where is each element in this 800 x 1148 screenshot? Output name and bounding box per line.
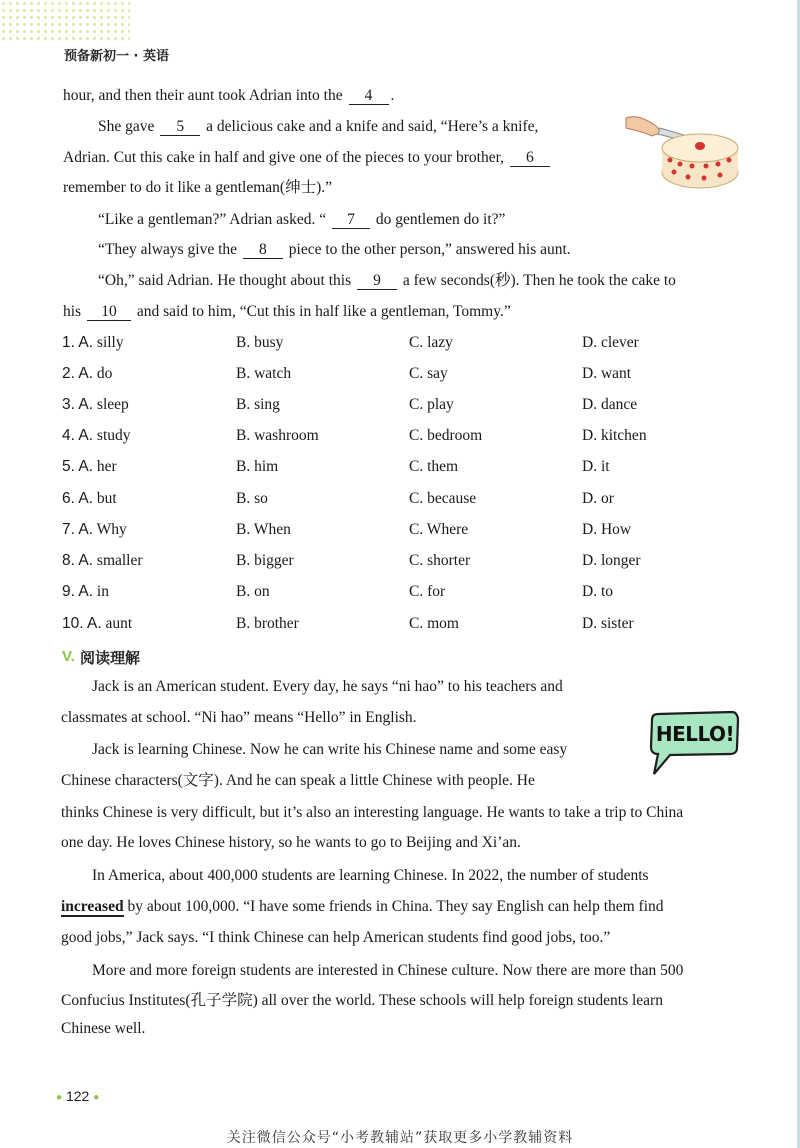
option-b: B. him <box>236 458 279 475</box>
option-a: 10. A. aunt <box>62 615 133 632</box>
option-b: B. busy <box>236 334 284 351</box>
option-c: C. lazy <box>409 334 453 351</box>
option-b: B. brother <box>236 615 299 632</box>
option-d: D. dance <box>582 396 638 413</box>
option-c: C. say <box>409 365 448 382</box>
reading-line: More and more foreign students are interested in Chinese culture. Now there are more than 500 <box>92 962 684 979</box>
option-b: B. watch <box>236 365 292 382</box>
corner-dot-pattern <box>0 0 130 40</box>
option-b: B. sing <box>236 396 280 413</box>
option-c: C. shorter <box>409 552 471 569</box>
option-c: C. because <box>409 490 477 507</box>
cloze-line: She gave 5 a delicious cake and a knife and said, “Here’s a knife, <box>98 118 539 135</box>
cloze-blank: 8 <box>243 241 283 259</box>
option-d: D. longer <box>582 552 641 569</box>
cloze-blank: 10 <box>87 303 131 321</box>
option-c: C. them <box>409 458 459 475</box>
section-number: V. <box>62 648 75 665</box>
option-c: C. for <box>409 583 446 600</box>
cloze-blank: 9 <box>357 272 397 290</box>
option-b: B. on <box>236 583 270 600</box>
cloze-blank: 5 <box>160 118 200 136</box>
cloze-line: Adrian. Cut this cake in half and give one of the pieces to your brother, 6 <box>63 148 552 168</box>
reading-line: increased by about 100,000. “I have some friends in China. They say English can help them find <box>61 898 664 915</box>
page-header: 预备新初一 · 英语 <box>64 49 169 64</box>
cloze-line: remember to do it like a gentleman(绅士).” <box>63 179 333 196</box>
reading-line: Confucius Institutes(孔子学院) all over the world. These schools will help foreign students learn <box>61 992 663 1009</box>
reading-line: Jack is learning Chinese. Now he can write his Chinese name and some easy <box>92 741 568 758</box>
option-c: C. Where <box>409 521 469 538</box>
option-b: B. washroom <box>236 427 319 444</box>
option-d: D. sister <box>582 615 634 632</box>
option-a: 7. A. Why <box>62 521 127 538</box>
keyword-increased: increased <box>61 898 124 915</box>
bubble-text: HELLO! <box>655 722 735 746</box>
option-d: D. clever <box>582 334 639 351</box>
option-c: C. bedroom <box>409 427 483 444</box>
cloze-blank: 4 <box>349 87 389 105</box>
cloze-blank: 7 <box>332 211 370 229</box>
cake-knife-illustration <box>616 102 746 196</box>
option-a: 1. A. silly <box>62 334 124 351</box>
option-a: 9. A. in <box>62 583 109 600</box>
reading-line: thinks Chinese is very difficult, but it’s also an interesting language. He wants to take a trip to China <box>61 804 684 821</box>
reading-line: good jobs,” Jack says. “I think Chinese can help American students find good jobs, too.” <box>61 929 611 946</box>
cloze-line: “Like a gentleman?” Adrian asked. “ 7 do gentlemen do it?” <box>98 211 506 228</box>
option-a: 2. A. do <box>62 365 113 382</box>
footer-note: 关注微信公众号“小考教辅站”获取更多小学教辅资料 <box>226 1130 574 1146</box>
cloze-line: “They always give the 8 piece to the other person,” answered his aunt. <box>98 241 571 258</box>
page-number: ● 122 ● <box>56 1088 100 1104</box>
reading-line: Chinese well. <box>61 1020 146 1037</box>
hello-bubble-illustration <box>648 708 740 776</box>
option-a: 4. A. study <box>62 427 131 444</box>
dot-icon: ● <box>93 1091 100 1103</box>
option-d: D. want <box>582 365 632 382</box>
reading-line: Jack is an American student. Every day, he says “ni hao” to his teachers and <box>92 678 563 695</box>
option-d: D. it <box>582 458 610 475</box>
option-d: D. to <box>582 583 613 600</box>
dot-icon: ● <box>56 1091 63 1103</box>
reading-line: one day. He loves Chinese history, so he wants to go to Beijing and Xi’an. <box>61 834 521 851</box>
option-b: B. bigger <box>236 552 294 569</box>
option-d: D. kitchen <box>582 427 647 444</box>
option-c: C. mom <box>409 615 459 632</box>
option-a: 6. A. but <box>62 490 117 507</box>
reading-line: In America, about 400,000 students are learning Chinese. In 2022, the number of students <box>92 867 649 884</box>
cloze-blank: 6 <box>510 149 550 167</box>
section-title: 阅读理解 <box>80 649 141 667</box>
option-b: B. When <box>236 521 291 538</box>
option-c: C. play <box>409 396 454 413</box>
cloze-line: hour, and then their aunt took Adrian into the 4 . <box>63 87 395 104</box>
option-b: B. so <box>236 490 268 507</box>
reading-line: Chinese characters(文字). And he can speak a little Chinese with people. He <box>61 772 535 789</box>
option-a: 8. A. smaller <box>62 552 143 569</box>
option-d: D. or <box>582 490 614 507</box>
option-a: 3. A. sleep <box>62 396 129 413</box>
option-d: D. How <box>582 521 632 538</box>
option-a: 5. A. her <box>62 458 117 475</box>
cloze-line: his 10 and said to him, “Cut this in half like a gentleman, Tommy.” <box>63 303 511 320</box>
cloze-line: “Oh,” said Adrian. He thought about this 9 a few seconds(秒). Then he took the cake to <box>98 272 676 289</box>
reading-line: classmates at school. “Ni hao” means “Hello” in English. <box>61 709 417 726</box>
